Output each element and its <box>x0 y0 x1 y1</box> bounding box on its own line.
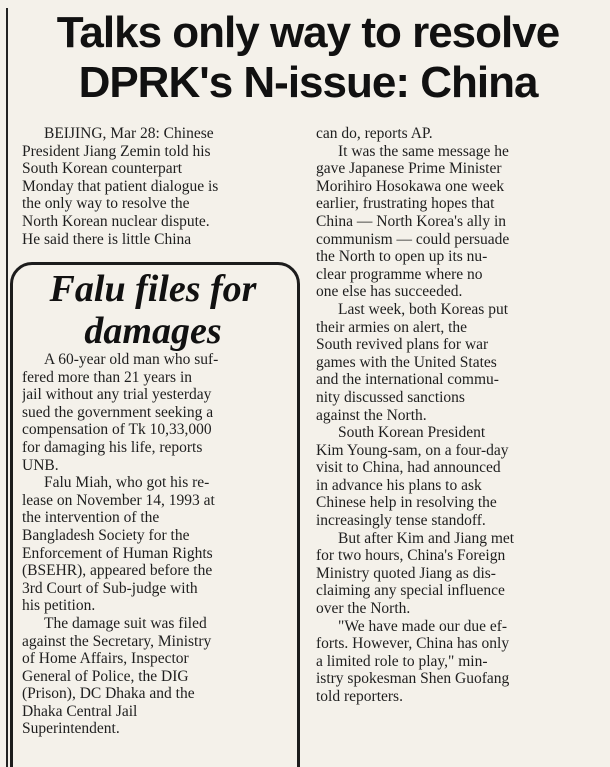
article-line: China — North Korea's ally in <box>316 212 507 230</box>
article-line: Chinese help in resolving the <box>316 494 497 512</box>
sidebar-headline-line-2: damages <box>84 310 222 352</box>
article-line: Enforcement of Human Rights <box>22 544 213 562</box>
article-line: Kim Young-sam, on a four-day <box>316 441 509 459</box>
article-line: The damage suit was filed <box>44 614 207 632</box>
article-line: in advance his plans to ask <box>316 476 482 494</box>
article-line: nity discussed sanctions <box>316 388 465 406</box>
article-line: istry spokesman Shen Guofang <box>316 670 510 688</box>
article-line: can do, reports AP. <box>316 125 433 142</box>
article-line: claiming any special influence <box>316 582 505 600</box>
article-line: Monday that patient dialogue is <box>22 177 219 195</box>
article-line: South revived plans for war <box>316 336 489 354</box>
main-story-right-column <box>316 125 588 706</box>
headline <box>10 8 606 108</box>
article-line: games with the United States <box>316 353 497 371</box>
article-line: visit to China, had announced <box>316 459 501 477</box>
article-line: (Prison), DC Dhaka and the <box>22 685 195 703</box>
article-line: of Home Affairs, Inspector <box>22 650 189 668</box>
sidebar-story-body <box>22 351 292 738</box>
article-line: increasingly tense standoff. <box>316 512 486 530</box>
article-line: Last week, both Koreas put <box>338 300 509 318</box>
article-line: one else has succeeded. <box>316 283 463 301</box>
article-line: over the North. <box>316 600 411 618</box>
article-line: Bangladesh Society for the <box>22 526 190 544</box>
article-line: sued the government seeking a <box>22 403 214 421</box>
article-line: told reporters. <box>316 688 403 705</box>
article-line: General of Police, the DIG <box>22 667 189 685</box>
article-line: "We have made our due ef- <box>338 617 508 635</box>
article-line: He said there is little China <box>22 230 192 248</box>
article-line: for two hours, China's Foreign <box>316 547 506 565</box>
article-line: forts. However, China has only <box>316 635 510 653</box>
article-line: Falu Miah, who got his re- <box>44 474 210 492</box>
article-line: North Korean nuclear dispute. <box>22 212 210 230</box>
main-story-left-column <box>22 125 294 248</box>
sidebar-headline-line-1: Falu files for <box>49 268 257 310</box>
article-line: communism — could persuade <box>316 230 510 248</box>
article-line: their armies on alert, the <box>316 318 468 336</box>
article-line: But after Kim and Jiang met <box>338 529 515 547</box>
headline-line-2: DPRK's N-issue: China <box>78 58 538 107</box>
article-line: a limited role to play," min- <box>316 652 488 670</box>
article-line: against the North. <box>316 406 427 424</box>
article-line: (BSEHR), appeared before the <box>22 562 213 580</box>
article-line: his petition. <box>22 597 96 615</box>
article-line: fered more than 21 years in <box>22 368 193 386</box>
article-line: the only way to resolve the <box>22 195 190 213</box>
article-line: Morihiro Hosokawa one week <box>316 177 505 195</box>
sidebar-headline <box>12 268 294 352</box>
article-line: the intervention of the <box>22 509 160 527</box>
article-line: 3rd Court of Sub-judge with <box>22 579 198 597</box>
article-line: for damaging his life, reports <box>22 438 203 456</box>
article-line: UNB. <box>22 456 59 474</box>
article-line: jail without any trial yesterday <box>22 386 212 404</box>
article-line: the North to open up its nu- <box>316 248 488 266</box>
article-line: lease on November 14, 1993 at <box>22 491 215 509</box>
article-line: earlier, frustrating hopes that <box>316 195 495 213</box>
article-line: South Korean President <box>338 424 486 442</box>
article-line: gave Japanese Prime Minister <box>316 160 502 178</box>
article-line: and the international commu- <box>316 371 499 389</box>
article-line: South Korean counterpart <box>22 160 183 178</box>
headline-line-1: Talks only way to resolve <box>56 8 560 57</box>
article-line: Ministry quoted Jiang as dis- <box>316 564 496 582</box>
article-line: It was the same message he <box>338 142 509 160</box>
article-line: clear programme where no <box>316 265 483 283</box>
article-line: A 60-year old man who suf- <box>44 351 219 368</box>
article-line: BEIJING, Mar 28: Chinese <box>44 125 214 142</box>
article-line: Superintendent. <box>22 720 120 738</box>
article-line: against the Secretary, Ministry <box>22 632 212 650</box>
article-line: Dhaka Central Jail <box>22 702 138 720</box>
column-rule <box>6 8 8 767</box>
article-line: President Jiang Zemin told his <box>22 142 211 160</box>
article-line: compensation of Tk 10,33,000 <box>22 421 212 439</box>
